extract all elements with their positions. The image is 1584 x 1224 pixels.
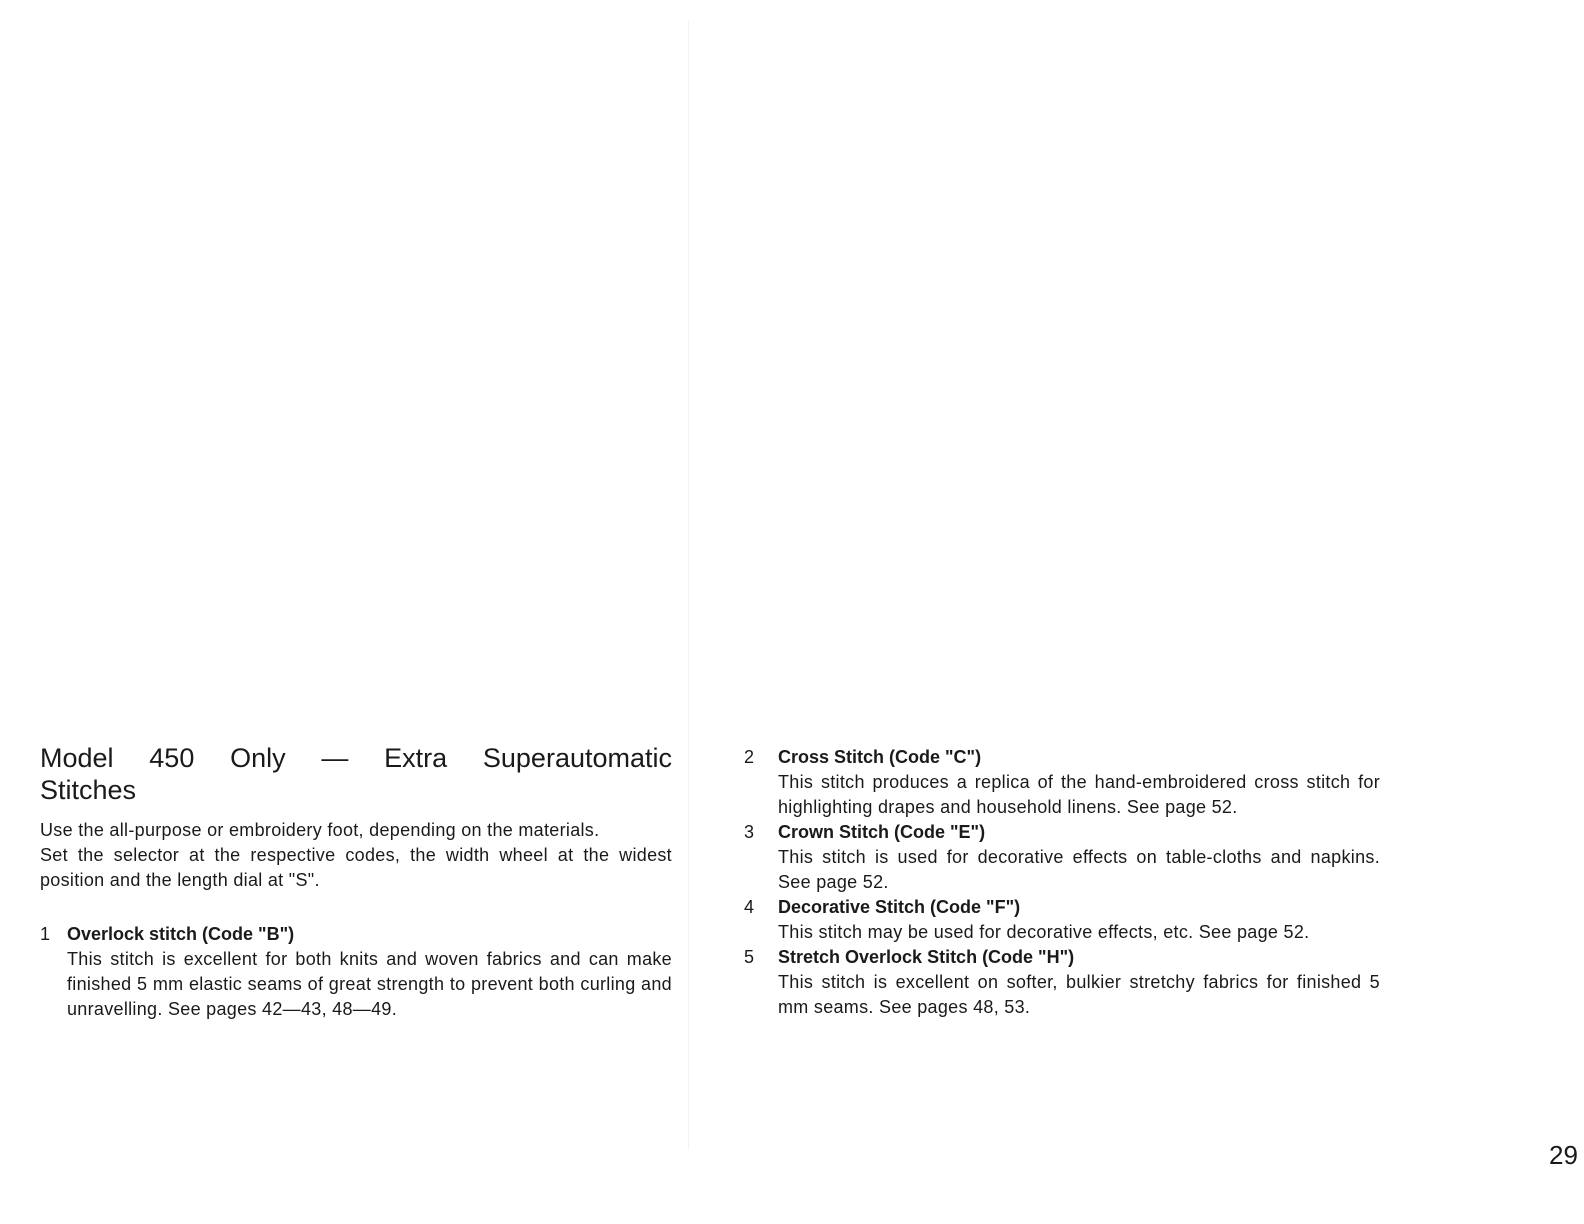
stitch-item-number: 1 xyxy=(40,924,51,944)
stitch-item-title: Crown Stitch (Code "E") xyxy=(778,822,986,842)
stitch-item-number: 4 xyxy=(744,897,755,917)
stitch-item-title: Decorative Stitch (Code "F") xyxy=(778,897,1021,917)
right-column xyxy=(744,745,1380,1020)
stitch-item-title: Overlock stitch (Code "B") xyxy=(67,924,295,944)
stitch-item-number: 5 xyxy=(744,947,755,967)
stitch-item-text: This stitch is excellent for both knits and woven fabrics and can make finished 5 mm elastic seams of great strength to prevent both curling and unravelling. See pages 42—43, 48—49. xyxy=(67,949,672,1019)
stitch-item-body xyxy=(778,895,1380,945)
left-column xyxy=(40,742,672,1022)
stitch-item-body xyxy=(778,945,1380,1020)
stitch-item xyxy=(40,922,672,1022)
section-title-line2: Stitches xyxy=(40,775,137,805)
stitch-item-body xyxy=(778,820,1380,895)
page-fold-divider xyxy=(688,20,689,1150)
stitch-item-text: This stitch produces a replica of the hand-embroidered cross stitch for highlighting drapes and household linens. See page 52. xyxy=(778,772,1380,817)
stitch-item-title: Cross Stitch (Code "C") xyxy=(778,747,982,767)
stitch-item-text: This stitch is used for decorative effects on table-cloths and napkins. See page 52. xyxy=(778,847,1380,892)
stitch-item xyxy=(744,945,1380,1020)
stitch-item-number: 3 xyxy=(744,822,755,842)
intro-paragraph-selector: Set the selector at the respective codes, the width wheel at the widest position and the length dial at "S". xyxy=(40,845,672,890)
stitch-item-text: This stitch is excellent on softer, bulkier stretchy fabrics for finished 5 mm seams. See pages 48, 53. xyxy=(778,972,1380,1017)
stitch-item-body xyxy=(778,745,1380,820)
stitch-item-text: This stitch may be used for decorative effects, etc. See page 52. xyxy=(778,922,1310,942)
stitch-item-body xyxy=(67,922,672,1022)
stitch-item-number: 2 xyxy=(744,747,755,767)
section-title xyxy=(40,742,672,806)
intro-paragraph-foot: Use the all-purpose or embroidery foot, depending on the materials. xyxy=(40,820,600,840)
stitch-item-title: Stretch Overlock Stitch (Code "H") xyxy=(778,947,1075,967)
stitch-item xyxy=(744,820,1380,895)
section-title-line1: Model 450 Only — Extra Superautomatic xyxy=(40,743,672,773)
stitch-item xyxy=(744,895,1380,945)
stitch-item xyxy=(744,745,1380,820)
page-number: 29 xyxy=(1549,1140,1578,1170)
